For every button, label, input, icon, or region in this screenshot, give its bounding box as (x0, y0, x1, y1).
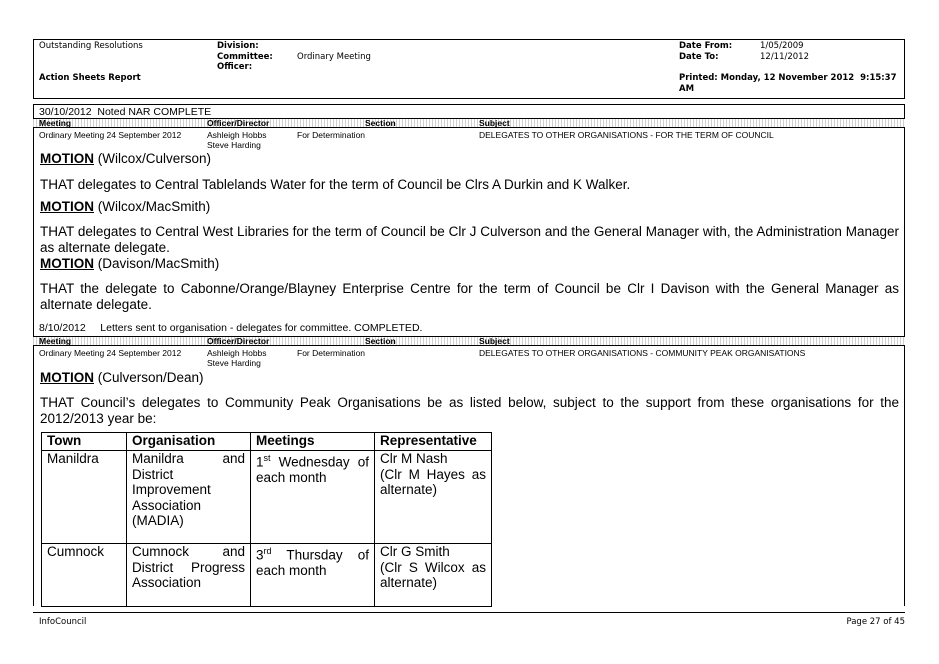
entry2-subject: DELEGATES TO OTHER ORGANISATIONS - COMMUNITY PEAK ORGANISATIONS (479, 348, 806, 358)
printed-value: Monday, 12 November 2012 9:15:37 (720, 73, 897, 83)
table-header-row (42, 433, 492, 451)
delegates-table (41, 432, 492, 607)
date-from-value: 1/05/2009 (760, 41, 804, 51)
table-row (42, 544, 492, 607)
th-town: Town (42, 433, 127, 451)
report-title: Outstanding Resolutions (39, 41, 143, 51)
date-to-value: 12/11/2012 (760, 52, 809, 62)
col-meeting: Meeting (39, 336, 72, 346)
entry1-subject: DELEGATES TO OTHER ORGANISATIONS - FOR THE TERM OF COUNCIL (479, 130, 774, 140)
entry1-motion-1: MOTION (Wilcox/Culverson) (40, 151, 212, 166)
entry1-motion-2: MOTION (Wilcox/MacSmith) (40, 199, 211, 214)
entry2-motion: MOTION (Culverson/Dean) (40, 370, 204, 385)
date-to-label: Date To: (679, 52, 719, 62)
cell-meetings: 1st Wednesday of each month (251, 451, 375, 544)
cell-town: Cumnock (42, 544, 127, 607)
cell-organisation: Manildra and District Improvement Association (MADIA) (127, 451, 251, 544)
officer-label: Officer: (217, 62, 253, 72)
footer-left: InfoCouncil (39, 617, 87, 627)
entry1-column-headers (33, 118, 905, 128)
entry1-meeting: Ordinary Meeting 24 September 2012 (39, 130, 182, 140)
printed-label: Printed: (679, 73, 718, 83)
col-officer: Officer/Director (207, 336, 270, 346)
report-name: Action Sheets Report (39, 73, 141, 83)
entry2-paragraph: THAT Council’s delegates to Community Peak Organisations be as listed below, subject to the support from these organisations for the 2012/2013 year be: (40, 395, 899, 426)
th-representative: Representative (375, 433, 492, 451)
entry2-note: 8/10/2012 Letters sent to organisation - delegates for committee. COMPLETED. (39, 322, 423, 334)
committee-label: Committee: (217, 52, 273, 62)
printed-value-cont: AM (679, 84, 695, 94)
entry2-meeting: Ordinary Meeting 24 September 2012 (39, 348, 182, 358)
col-subject: Subject (479, 118, 510, 128)
entry1-note: 30/10/2012 Noted NAR COMPLETE (39, 106, 212, 118)
entry1-section: For Determination (297, 130, 366, 140)
date-from-label: Date From: (679, 41, 733, 51)
entry2-officer-2: Steve Harding (207, 358, 261, 368)
entry1-paragraph-3: THAT the delegate to Cabonne/Orange/Blayney Enterprise Centre for the term of Council be Clr I Davison with the General Manager as alternate delegate. (40, 281, 899, 312)
th-meetings: Meetings (251, 433, 375, 451)
entry1-officer-2: Steve Harding (207, 140, 261, 150)
cell-organisation: Cumnock and District Progress Association (127, 544, 251, 607)
entry1-motion-3: MOTION (Davison/MacSmith) (40, 256, 220, 271)
footer-divider (33, 612, 905, 613)
footer-page-number: Page 27 of 45 (846, 617, 905, 627)
entry1-officer-1: Ashleigh Hobbs (207, 130, 267, 140)
col-section: Section (365, 118, 396, 128)
table-row (42, 451, 492, 544)
cell-town: Manildra (42, 451, 127, 544)
col-subject: Subject (479, 336, 510, 346)
cell-meetings: 3rd Thursday of each month (251, 544, 375, 607)
th-organisation: Organisation (127, 433, 251, 451)
division-label: Division: (217, 41, 259, 51)
committee-value: Ordinary Meeting (297, 52, 371, 62)
col-section: Section (365, 336, 396, 346)
entry2-officer-1: Ashleigh Hobbs (207, 348, 267, 358)
entry1-paragraph-2: THAT delegates to Central West Libraries for the term of Council be Clr J Culverson and the General Manager with, the Administration Manager as alternate delegate. (40, 224, 899, 255)
entry2-section: For Determination (297, 348, 366, 358)
entry1-paragraph-1: THAT delegates to Central Tablelands Water for the term of Council be Clrs A Durkin and K Walker. (40, 177, 631, 192)
col-officer: Officer/Director (207, 118, 270, 128)
cell-representative: Clr G Smith (Clr S Wilcox as alternate) (375, 544, 492, 607)
entry2-column-headers (33, 336, 905, 346)
printed-info (679, 73, 897, 83)
col-meeting: Meeting (39, 118, 72, 128)
cell-representative: Clr M Nash (Clr M Hayes as alternate) (375, 451, 492, 544)
